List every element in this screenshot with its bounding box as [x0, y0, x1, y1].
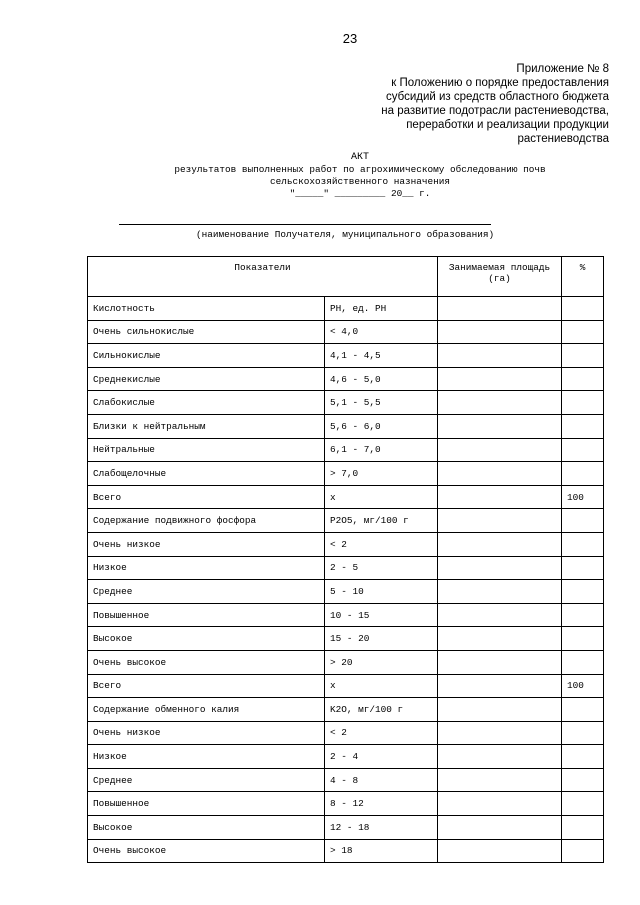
row-area-cell [438, 603, 562, 627]
row-range-cell: < 2 [325, 532, 438, 556]
appendix-line: к Положению о порядке предоставления [391, 77, 609, 89]
table-row [88, 674, 604, 698]
table-row [88, 532, 604, 556]
row-indicator-cell: Среднекислые [88, 367, 325, 391]
table-header-row [88, 257, 604, 297]
row-percent-cell [562, 391, 604, 415]
row-percent-cell [562, 414, 604, 438]
row-range-cell: 15 - 20 [325, 627, 438, 651]
row-indicator-cell: Сильнокислые [88, 344, 325, 368]
row-percent-cell [562, 367, 604, 391]
row-area-cell [438, 414, 562, 438]
row-indicator-cell: Среднее [88, 768, 325, 792]
row-percent-cell [562, 462, 604, 486]
row-percent-cell [562, 556, 604, 580]
row-indicator-cell: Кислотность [88, 297, 325, 321]
row-range-cell: 4,1 - 4,5 [325, 344, 438, 368]
row-area-cell [438, 367, 562, 391]
table-row [88, 391, 604, 415]
row-percent-cell [562, 320, 604, 344]
row-indicator-cell: Среднее [88, 580, 325, 604]
row-indicator-cell: Очень сильнокислые [88, 320, 325, 344]
row-range-cell: > 20 [325, 650, 438, 674]
row-area-cell [438, 532, 562, 556]
table-row [88, 721, 604, 745]
recipient-underline [119, 224, 491, 225]
row-range-cell: P2O5, мг/100 г [325, 509, 438, 533]
row-indicator-cell: Слабощелочные [88, 462, 325, 486]
table-row [88, 297, 604, 321]
row-range-cell: > 7,0 [325, 462, 438, 486]
row-range-cell: K2O, мг/100 г [325, 698, 438, 722]
row-percent-cell [562, 603, 604, 627]
row-area-cell [438, 556, 562, 580]
row-area-cell [438, 745, 562, 769]
row-range-cell: 8 - 12 [325, 792, 438, 816]
appendix-line: на развитие подотрасли растениеводства, [381, 105, 609, 117]
row-range-cell: > 18 [325, 839, 438, 863]
table-row [88, 792, 604, 816]
row-area-cell [438, 391, 562, 415]
row-percent-cell: 100 [562, 674, 604, 698]
row-area-cell [438, 462, 562, 486]
row-area-cell [438, 674, 562, 698]
row-range-cell: 6,1 - 7,0 [325, 438, 438, 462]
table-row [88, 839, 604, 863]
row-percent-cell [562, 839, 604, 863]
act-date-line: "_____" _________ 20__ г. [289, 188, 431, 199]
row-percent-cell [562, 745, 604, 769]
table-row [88, 462, 604, 486]
row-indicator-cell: Низкое [88, 556, 325, 580]
header-indicators: Показатели [88, 257, 438, 297]
table-row [88, 768, 604, 792]
appendix-line: субсидий из средств областного бюджета [385, 91, 609, 103]
appendix-line: переработки и реализации продукции [406, 119, 609, 131]
table-row [88, 414, 604, 438]
row-area-cell [438, 344, 562, 368]
row-range-cell: 4,6 - 5,0 [325, 367, 438, 391]
appendix-line: Приложение № 8 [516, 63, 609, 75]
table-row [88, 367, 604, 391]
row-area-cell [438, 485, 562, 509]
row-area-cell [438, 792, 562, 816]
page-number: 23 [342, 31, 358, 46]
table-row [88, 698, 604, 722]
row-area-cell [438, 438, 562, 462]
row-percent-cell [562, 509, 604, 533]
row-percent-cell [562, 580, 604, 604]
row-percent-cell [562, 816, 604, 840]
row-range-cell: < 4,0 [325, 320, 438, 344]
row-range-cell: х [325, 485, 438, 509]
row-percent-cell [562, 627, 604, 651]
row-indicator-cell: Высокое [88, 816, 325, 840]
table-row [88, 556, 604, 580]
row-area-cell [438, 698, 562, 722]
row-indicator-cell: Содержание подвижного фосфора [88, 509, 325, 533]
row-indicator-cell: Очень низкое [88, 721, 325, 745]
row-percent-cell [562, 650, 604, 674]
row-range-cell: 2 - 5 [325, 556, 438, 580]
row-area-cell [438, 839, 562, 863]
row-area-cell [438, 721, 562, 745]
row-indicator-cell: Содержание обменного калия [88, 698, 325, 722]
row-indicator-cell: Повышенное [88, 603, 325, 627]
table-row [88, 580, 604, 604]
row-percent-cell [562, 721, 604, 745]
row-indicator-cell: Очень высокое [88, 650, 325, 674]
table-row [88, 344, 604, 368]
table-row [88, 320, 604, 344]
row-area-cell [438, 816, 562, 840]
row-percent-cell [562, 532, 604, 556]
row-range-cell: 2 - 4 [325, 745, 438, 769]
row-indicator-cell: Высокое [88, 627, 325, 651]
header-percent: % [562, 257, 604, 297]
row-range-cell: 5 - 10 [325, 580, 438, 604]
act-subtitle: сельскохозяйственного назначения [269, 176, 451, 187]
row-indicator-cell: Низкое [88, 745, 325, 769]
row-range-cell: х [325, 674, 438, 698]
act-title: АКТ [350, 152, 369, 163]
row-range-cell: 10 - 15 [325, 603, 438, 627]
table-row [88, 485, 604, 509]
row-area-cell [438, 650, 562, 674]
row-indicator-cell: Очень высокое [88, 839, 325, 863]
row-area-cell [438, 580, 562, 604]
row-area-cell [438, 627, 562, 651]
soil-survey-table [87, 256, 604, 863]
row-indicator-cell: Нейтральные [88, 438, 325, 462]
row-percent-cell [562, 698, 604, 722]
row-range-cell: < 2 [325, 721, 438, 745]
appendix-line: растениеводства [517, 133, 609, 145]
row-percent-cell [562, 297, 604, 321]
row-range-cell: 5,1 - 5,5 [325, 391, 438, 415]
row-percent-cell [562, 438, 604, 462]
row-area-cell [438, 297, 562, 321]
row-range-cell: 5,6 - 6,0 [325, 414, 438, 438]
table-row [88, 627, 604, 651]
table-row [88, 650, 604, 674]
table-row [88, 816, 604, 840]
row-percent-cell: 100 [562, 485, 604, 509]
table-row [88, 438, 604, 462]
row-indicator-cell: Повышенное [88, 792, 325, 816]
row-area-cell [438, 320, 562, 344]
row-indicator-cell: Близки к нейтральным [88, 414, 325, 438]
row-area-cell [438, 509, 562, 533]
row-indicator-cell: Всего [88, 485, 325, 509]
row-range-cell: 4 - 8 [325, 768, 438, 792]
header-area: Занимаемая площадь (га) [438, 257, 562, 297]
row-range-cell: PH, ед. PH [325, 297, 438, 321]
table-row [88, 509, 604, 533]
row-area-cell [438, 768, 562, 792]
act-heading [0, 152, 640, 200]
row-indicator-cell: Очень низкое [88, 532, 325, 556]
row-percent-cell [562, 344, 604, 368]
recipient-caption: (наименование Получателя, муниципального образования) [196, 229, 495, 240]
row-indicator-cell: Всего [88, 674, 325, 698]
act-subtitle: результатов выполненных работ по агрохимическому обследованию почв [174, 164, 546, 175]
table-row [88, 745, 604, 769]
row-range-cell: 12 - 18 [325, 816, 438, 840]
row-indicator-cell: Слабокислые [88, 391, 325, 415]
table-row [88, 603, 604, 627]
appendix-header [309, 62, 609, 146]
row-percent-cell [562, 792, 604, 816]
row-percent-cell [562, 768, 604, 792]
